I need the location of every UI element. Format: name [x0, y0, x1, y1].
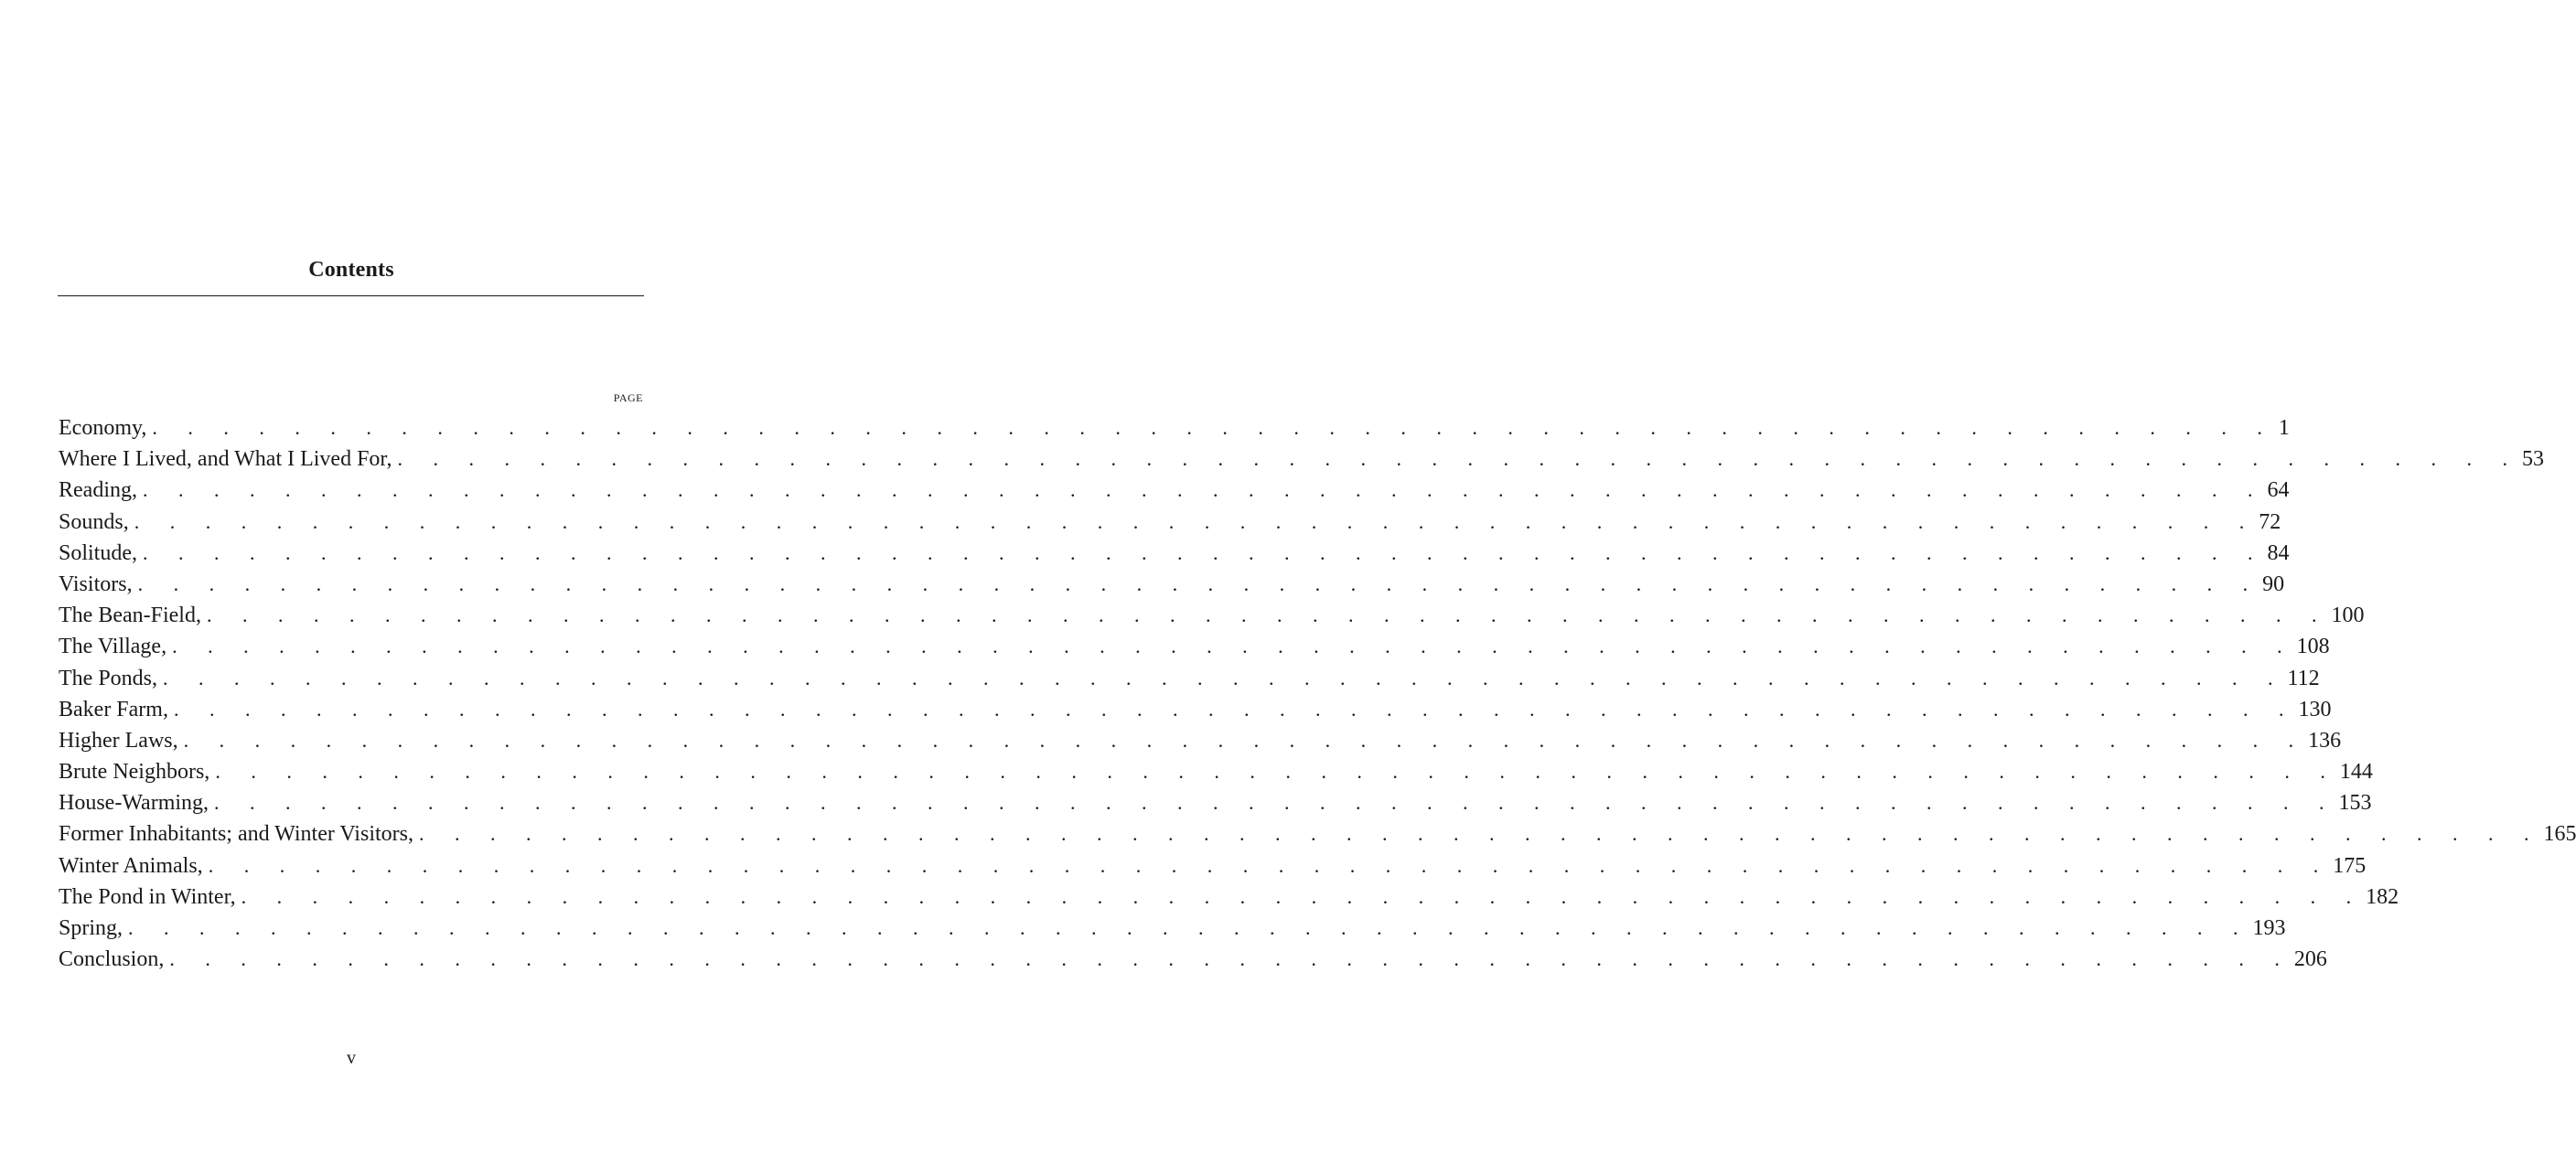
toc-entry [59, 756, 2373, 787]
toc-entry-title: Winter Animals, [59, 853, 203, 878]
toc-entry [59, 663, 2320, 694]
toc-entry-page: 206 [2293, 947, 2327, 972]
toc-entry-title: House-Warming, [59, 791, 209, 816]
toc-entry-page: 130 [2298, 697, 2332, 721]
dot-leader: . . . . . . . . . . . . . . . . . . . . . . . . . . . . . . . . . . . . . . . . . . . . . . . . . . . . . . . . . . . . [215, 760, 2338, 784]
toc-entry-title: Former Inhabitants; and Winter Visitors, [59, 822, 413, 847]
toc-entry [59, 694, 2332, 725]
toc-entry [59, 787, 2372, 818]
toc-entry-title: Higher Laws, [59, 728, 178, 753]
dot-leader: . . . . . . . . . . . . . . . . . . . . . . . . . . . . . . . . . . . . . . . . . . . . . . . . . . . . . . . . . . . . [134, 509, 2258, 533]
toc-entry-page: 100 [2331, 604, 2365, 628]
toc-entry [59, 850, 2367, 882]
toc-entry-page: 153 [2338, 791, 2372, 816]
dot-leader: . . . . . . . . . . . . . . . . . . . . . . . . . . . . . . . . . . . . . . . . . . . . . . . . . . . . . . . . . . . . [143, 540, 2266, 564]
toc-entry [59, 412, 2290, 444]
dot-leader: . . . . . . . . . . . . . . . . . . . . . . . . . . . . . . . . . . . . . . . . . . . . . . . . . . . . . . . . . . . . [183, 728, 2307, 752]
toc-entry-page: 64 [2267, 478, 2290, 503]
toc-entry-title: Economy, [59, 416, 147, 440]
toc-entry [59, 944, 2327, 975]
toc-entry [59, 538, 2290, 569]
toc-entry [59, 631, 2330, 662]
toc-entry [59, 569, 2285, 600]
toc-entry-page: 193 [2252, 916, 2286, 940]
toc-entry-page: 175 [2333, 853, 2367, 878]
dot-leader: . . . . . . . . . . . . . . . . . . . . . . . . . . . . . . . . . . . . . . . . . . . . . . . . . . . . . . . . . . . . [418, 822, 2542, 846]
dot-leader: . . . . . . . . . . . . . . . . . . . . . . . . . . . . . . . . . . . . . . . . . . . . . . . . . . . . . . . . . . . . [241, 884, 2365, 908]
toc-entry-title: Spring, [59, 916, 123, 940]
toc-entry-page: 84 [2267, 540, 2290, 565]
dot-leader: . . . . . . . . . . . . . . . . . . . . . . . . . . . . . . . . . . . . . . . . . . . . . . . . . . . . . . . . . . . . [208, 853, 2332, 877]
toc-entry-title: The Ponds, [59, 666, 157, 690]
dot-leader: . . . . . . . . . . . . . . . . . . . . . . . . . . . . . . . . . . . . . . . . . . . . . . . . . . . . . . . . . . . . [163, 666, 2286, 689]
table-of-contents [59, 412, 2576, 975]
toc-entry-title: The Bean-Field, [59, 604, 201, 628]
dot-leader: . . . . . . . . . . . . . . . . . . . . . . . . . . . . . . . . . . . . . . . . . . . . . . . . . . . . . . . . . . . . [397, 447, 2520, 471]
toc-entry [59, 600, 2365, 631]
toc-entry-title: Brute Neighbors, [59, 760, 210, 785]
toc-entry-page: 72 [2259, 509, 2281, 534]
toc-entry-title: Baker Farm, [59, 697, 168, 721]
toc-entry-title: The Pond in Winter, [59, 884, 236, 909]
dot-leader: . . . . . . . . . . . . . . . . . . . . . . . . . . . . . . . . . . . . . . . . . . . . . . . . . . . . . . . . . . . . [152, 416, 2275, 439]
toc-entry-page: 112 [2287, 666, 2320, 690]
toc-entry-page: 144 [2339, 760, 2373, 785]
toc-entry-page: 136 [2308, 728, 2342, 753]
toc-entry-title: Conclusion, [59, 947, 165, 972]
dot-leader: . . . . . . . . . . . . . . . . . . . . . . . . . . . . . . . . . . . . . . . . . . . . . . . . . . . . . . . . . . . . [128, 916, 2251, 939]
toc-entry-page: 53 [2521, 447, 2544, 472]
toc-entry-page: 90 [2262, 572, 2285, 596]
dot-leader: . . . . . . . . . . . . . . . . . . . . . . . . . . . . . . . . . . . . . . . . . . . . . . . . . . . . . . . . . . . . [214, 791, 2337, 815]
page-column-label: PAGE [613, 391, 643, 404]
toc-entry-page: 108 [2296, 635, 2330, 659]
title-rule [58, 295, 644, 296]
toc-entry-title: Solitude, [59, 540, 138, 565]
toc-entry [59, 913, 2286, 944]
dot-leader: . . . . . . . . . . . . . . . . . . . . . . . . . . . . . . . . . . . . . . . . . . . . . . . . . . . . . . . . . . . . [137, 572, 2261, 595]
dot-leader: . . . . . . . . . . . . . . . . . . . . . . . . . . . . . . . . . . . . . . . . . . . . . . . . . . . . . . . . . . . . [169, 947, 2292, 971]
toc-entry [59, 882, 2399, 913]
toc-entry [59, 818, 2576, 850]
toc-entry [59, 444, 2544, 475]
toc-entry-page: 1 [2278, 416, 2290, 440]
dot-leader: . . . . . . . . . . . . . . . . . . . . . . . . . . . . . . . . . . . . . . . . . . . . . . . . . . . . . . . . . . . . [173, 697, 2297, 721]
toc-entry-title: Where I Lived, and What I Lived For, [59, 447, 392, 472]
dot-leader: . . . . . . . . . . . . . . . . . . . . . . . . . . . . . . . . . . . . . . . . . . . . . . . . . . . . . . . . . . . . [142, 478, 2266, 502]
toc-entry-page: 182 [2366, 884, 2399, 909]
dot-leader: . . . . . . . . . . . . . . . . . . . . . . . . . . . . . . . . . . . . . . . . . . . . . . . . . . . . . . . . . . . . [172, 635, 2295, 658]
toc-entry [59, 725, 2342, 756]
toc-entry-title: Reading, [59, 478, 137, 503]
toc-entry-title: Visitors, [59, 572, 133, 596]
dot-leader: . . . . . . . . . . . . . . . . . . . . . . . . . . . . . . . . . . . . . . . . . . . . . . . . . . . . . . . . . . . . [206, 604, 2330, 627]
page-number: v [347, 1048, 356, 1068]
toc-entry [59, 475, 2290, 506]
toc-entry [59, 507, 2281, 538]
toc-entry-title: The Village, [59, 635, 167, 659]
toc-entry-title: Sounds, [59, 509, 129, 534]
toc-entry-page: 165 [2543, 822, 2576, 847]
page-title: Contents [308, 258, 394, 282]
